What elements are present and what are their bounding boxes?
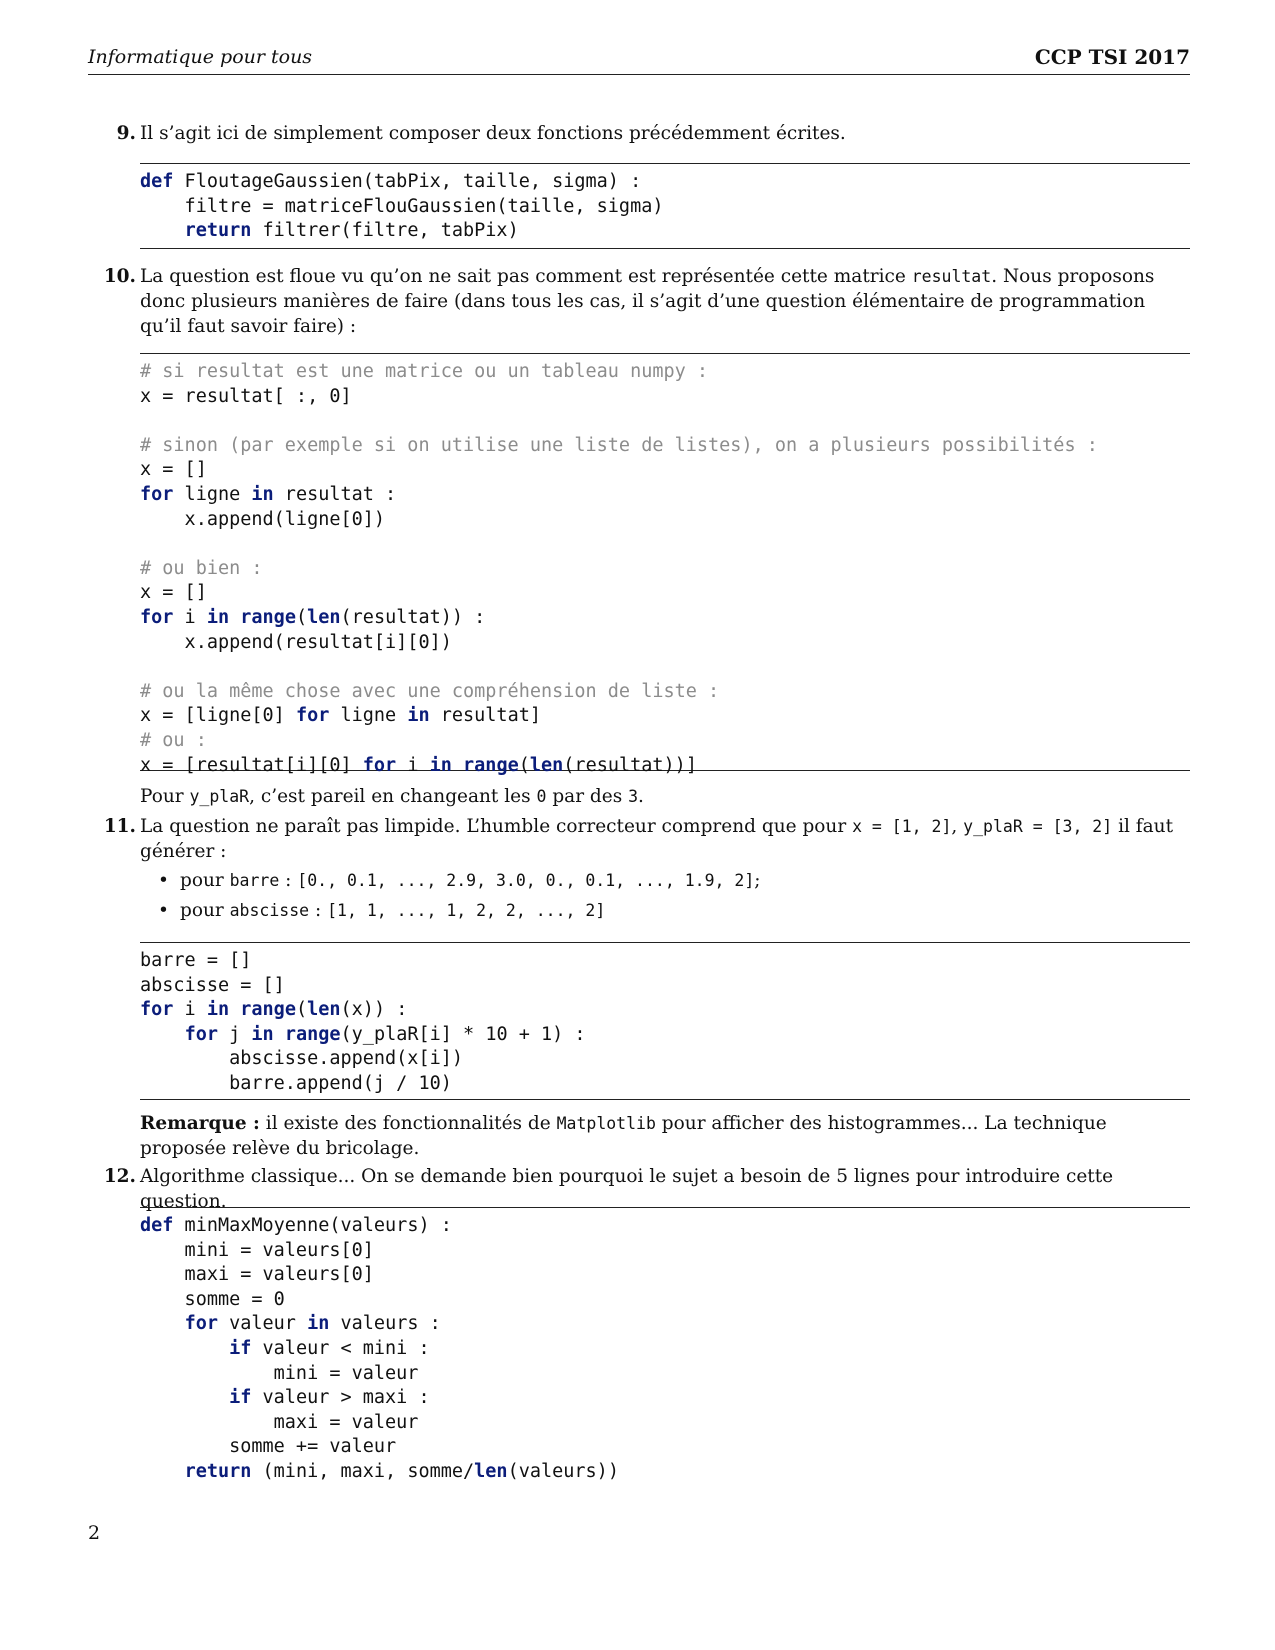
question-10 bbox=[88, 264, 1190, 340]
bullet-item bbox=[158, 868, 1158, 898]
text-run: ; bbox=[754, 870, 761, 891]
text-run: : bbox=[309, 900, 328, 921]
inline-code: 3 bbox=[628, 787, 639, 806]
question-text bbox=[140, 264, 1190, 339]
text-run: il faut générer : bbox=[140, 816, 1174, 862]
inline-code: [1, 1, ..., 1, 2, 2, ..., 2] bbox=[327, 901, 606, 920]
text-run: pour afficher des histogrammes... La technique proposée relève du bricolage. bbox=[140, 1113, 1107, 1159]
inline-code: Matplotlib bbox=[556, 1114, 656, 1133]
code-block: def FloutageGaussien(tabPix, taille, sigma) : filtre = matriceFlouGaussien(taille, sigma) return filtrer(filtre, tabPix) bbox=[140, 171, 664, 242]
header-course-title: Informatique pour tous bbox=[88, 46, 313, 68]
text-run: pour bbox=[180, 900, 230, 921]
remark-label: Remarque : bbox=[140, 1113, 260, 1134]
bullet-icon: • bbox=[158, 870, 169, 891]
question-number: 12. bbox=[103, 1166, 136, 1187]
document-page bbox=[88, 0, 1190, 1650]
remark-paragraph bbox=[140, 1111, 1190, 1161]
question-number: 10. bbox=[103, 266, 136, 287]
inline-code: y_plaR = [3, 2] bbox=[963, 817, 1113, 836]
code-listing-q9 bbox=[140, 163, 1190, 249]
text-run: par des bbox=[546, 786, 629, 807]
bullet-icon: • bbox=[158, 900, 169, 921]
text-run: . Nous proposons donc plusieurs manières de faire (dans tous les cas, il s’agit d’une question élémentaire de programmation qu’il faut savoir faire) : bbox=[140, 266, 1155, 337]
question-number: 11. bbox=[103, 816, 136, 837]
code-block: barre = [] abscisse = [] for i in range(len(x)) : for j in range(y_plaR[i] * 10 + 1) : abscisse.append(x[i]) barre.append(j / 10) bbox=[140, 950, 586, 1094]
text-run: , bbox=[951, 816, 964, 837]
text-run: . bbox=[638, 786, 644, 807]
inline-code: resultat bbox=[911, 267, 992, 286]
question-text bbox=[140, 814, 1190, 864]
running-header bbox=[88, 44, 1190, 75]
inline-code: 0 bbox=[536, 787, 547, 806]
question-11 bbox=[88, 814, 1190, 864]
bullet-list bbox=[158, 868, 1158, 928]
inline-code: abscisse bbox=[229, 901, 310, 920]
text-run: pour bbox=[180, 870, 230, 891]
code-block: def minMaxMoyenne(valeurs) : mini = valeurs[0] maxi = valeurs[0] somme = 0 for valeur in valeurs : if valeur < mini : mini = valeur if valeur > maxi : maxi = valeur somme += valeur return (mini, maxi, somme/len(valeurs)) bbox=[140, 1215, 619, 1482]
question-12 bbox=[88, 1164, 1190, 1212]
question-number: 9. bbox=[116, 123, 136, 144]
code-listing-q12 bbox=[140, 1207, 1190, 1482]
text-run: La question ne paraît pas limpide. L’humble correcteur comprend que pour bbox=[140, 816, 853, 837]
bullet-item bbox=[158, 898, 1158, 928]
inline-code: x = [1, 2] bbox=[852, 817, 952, 836]
text-run: il existe des fonctionnalités de bbox=[259, 1113, 557, 1134]
inline-code: y_plaR bbox=[189, 787, 250, 806]
question-9 bbox=[88, 121, 1190, 147]
question-text: Algorithme classique... On se demande bien pourquoi le sujet a besoin de 5 lignes pour introduire cette question. bbox=[140, 1166, 1114, 1212]
header-exam-title: CCP TSI 2017 bbox=[1034, 45, 1190, 69]
question-text: Il s’agit ici de simplement composer deux fonctions précédemment écrites. bbox=[140, 123, 846, 144]
text-run: La question est floue vu qu’on ne sait pas comment est représentée cette matrice bbox=[140, 266, 912, 287]
code-block: # si resultat est une matrice ou un tableau numpy : x = resultat[ :, 0] # sinon (par exemple si on utilise une liste de listes), on a plusieurs possibilités : x = [] for ligne in resultat : x.append(ligne[0]) # ou bien : x = [] for i in range(len(resultat)) : x.append(resultat[i][0]) # ou la même chose avec une compréhension de liste : x = [ligne[0] for ligne in resultat] # ou : x = [resultat[i][0] for i in range(len(resultat))] bbox=[140, 361, 1098, 776]
code-listing-q11 bbox=[140, 942, 1190, 1100]
inline-code: [0., 0.1, ..., 2.9, 3.0, 0., 0.1, ..., 1.9, 2] bbox=[297, 871, 755, 890]
text-run: Pour bbox=[140, 786, 190, 807]
inline-code: barre bbox=[229, 871, 280, 890]
text-run: , c’est pareil en changeant les bbox=[249, 786, 537, 807]
note-paragraph bbox=[140, 784, 1190, 809]
page-number: 2 bbox=[88, 1522, 101, 1544]
code-listing-q10 bbox=[140, 353, 1190, 776]
text-run: : bbox=[279, 870, 298, 891]
